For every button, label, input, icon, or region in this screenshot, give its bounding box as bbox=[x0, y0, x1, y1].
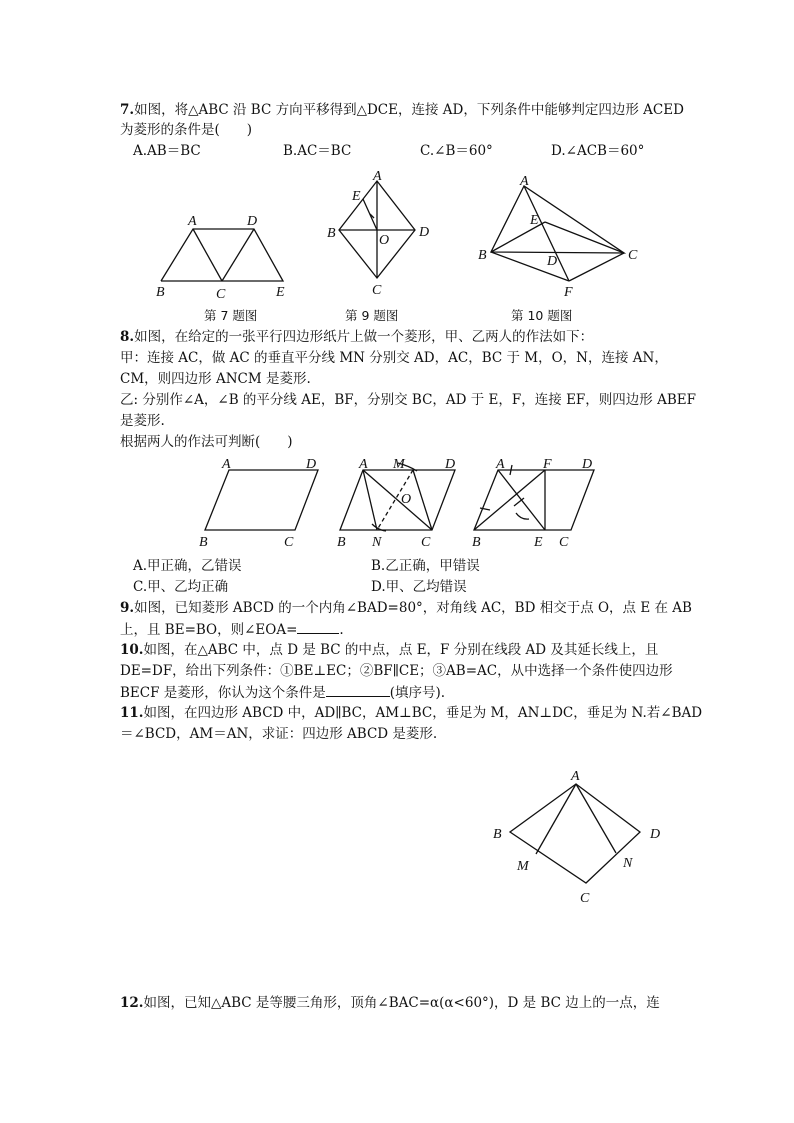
caption-fig9: 第 9 题图 bbox=[345, 308, 399, 323]
q9-text2: 上，且 BE=BO，则∠EOA= bbox=[120, 622, 298, 638]
q10-tail: (填序号). bbox=[389, 685, 446, 701]
fig11-label-m: M bbox=[517, 859, 529, 874]
q11-text: 如图，在四边形 ABCD 中，AD∥BC，AM⊥BC，垂足为 M，AN⊥DC，垂足为 N.若∠BAD bbox=[143, 705, 703, 721]
q10-text: 如图，在△ABC 中，点 D 是 BC 的中点，点 E，F 分别在线段 AD 及其延长线上，且 bbox=[143, 642, 659, 658]
fig8a-label-b: B bbox=[199, 535, 208, 550]
fig8a-label-d: D bbox=[306, 457, 317, 472]
fig8c-label-b: B bbox=[472, 535, 481, 550]
fig11-segment-am bbox=[536, 784, 576, 854]
fig8c-label-c: C bbox=[559, 535, 569, 550]
q7-option-d: D.∠ACB＝60° bbox=[551, 143, 645, 159]
fig8c-label-e: E bbox=[534, 535, 543, 550]
fig7-segment-dc bbox=[222, 229, 254, 281]
fig10-label-a: A bbox=[520, 174, 529, 189]
fig11-label-d: D bbox=[650, 827, 661, 842]
caption-fig10: 第 10 题图 bbox=[511, 308, 573, 323]
fig9-label-a: A bbox=[373, 169, 382, 184]
q8-line3: CM，则四边形 ANCM 是菱形. bbox=[120, 371, 311, 387]
figure-8c bbox=[474, 465, 594, 530]
q8-text: 如图，在给定的一张平行四边形纸片上做一个菱形，甲、乙两人的作法如下： bbox=[134, 329, 594, 345]
q12-number: 12. bbox=[120, 995, 144, 1011]
figure-8a bbox=[205, 470, 318, 530]
fig8c-label-d: D bbox=[582, 457, 593, 472]
fig8c-segment-bf bbox=[474, 470, 545, 530]
q9-number: 9. bbox=[120, 600, 135, 616]
fig7-segment-ac bbox=[193, 229, 222, 281]
q11-line2: ＝∠BCD，AM＝AN，求证：四边形 ABCD 是菱形. bbox=[120, 726, 438, 742]
q10-number: 10. bbox=[120, 642, 144, 658]
q8-line6: 根据两人的作法可判断( ) bbox=[120, 434, 293, 450]
fig7-label-c: C bbox=[216, 287, 226, 302]
fig8b-label-a: A bbox=[359, 457, 368, 472]
q7-text: 如图，将△ABC 沿 BC 方向平移得到△DCE，连接 AD，下列条件中能够判定四边形 ACED bbox=[134, 102, 684, 118]
fig11-label-c: C bbox=[580, 891, 590, 906]
q7-option-a: A.AB＝BC bbox=[133, 143, 201, 159]
fig8a-label-c: C bbox=[284, 535, 294, 550]
fig11-quadrilateral bbox=[510, 784, 640, 883]
fig8a-parallelogram bbox=[205, 470, 318, 530]
q12-text: 如图，已知△ABC 是等腰三角形，顶角∠BAC=α(α<60°)，D 是 BC 边上的一点，连 bbox=[143, 995, 660, 1011]
fig7-label-d: D bbox=[247, 214, 258, 229]
figure-9 bbox=[339, 181, 415, 278]
fig10-line-fc bbox=[569, 253, 624, 281]
fig11-label-b: B bbox=[493, 827, 502, 842]
fig8c-arc bbox=[516, 513, 529, 519]
fig7-label-b: B bbox=[156, 285, 165, 300]
q7-line2: 为菱形的条件是( ) bbox=[120, 122, 253, 138]
fig10-label-c: C bbox=[628, 248, 638, 263]
fig11-label-n: N bbox=[623, 856, 633, 871]
q11-number: 11. bbox=[120, 705, 144, 721]
fig10-label-d: D bbox=[547, 254, 558, 269]
figure-7 bbox=[161, 229, 283, 281]
q8-option-d: D.甲、乙均错误 bbox=[371, 579, 467, 595]
fig10-label-e: E bbox=[530, 213, 539, 228]
q8-option-a: A.甲正确，乙错误 bbox=[133, 558, 242, 574]
fig8b-label-n: N bbox=[372, 535, 382, 550]
q7-option-c: C.∠B＝60° bbox=[420, 143, 493, 159]
q9-text: 如图，已知菱形 ABCD 的一个内角∠BAD=80°，对角线 AC，BD 相交于点 O，点 E 在 AB bbox=[134, 600, 692, 616]
fig8c-label-f: F bbox=[543, 457, 552, 472]
fig8b-label-b: B bbox=[337, 535, 346, 550]
fig7-outline bbox=[161, 229, 283, 281]
fig9-label-c: C bbox=[372, 283, 382, 298]
fig11-label-a: A bbox=[571, 769, 580, 784]
fig8b-segment-an bbox=[363, 470, 377, 530]
q8-option-b: B.乙正确，甲错误 bbox=[371, 558, 480, 574]
fig9-label-e: E bbox=[352, 189, 361, 204]
figure-11 bbox=[510, 784, 640, 883]
figure-10 bbox=[491, 186, 624, 281]
fig10-triangle-abc bbox=[491, 186, 624, 253]
q9-period: . bbox=[339, 622, 344, 638]
q7-option-b: B.AC＝BC bbox=[283, 143, 352, 159]
q8-number: 8. bbox=[120, 329, 135, 345]
fig10-label-b: B bbox=[478, 248, 487, 263]
fig8b-label-c: C bbox=[421, 535, 431, 550]
fig8b-label-d: D bbox=[445, 457, 456, 472]
fig11-segment-an bbox=[576, 784, 616, 853]
q8-option-c: C.甲、乙均正确 bbox=[133, 579, 229, 595]
fig7-label-a: A bbox=[188, 214, 197, 229]
figure-8b bbox=[340, 463, 455, 531]
fig7-label-e: E bbox=[276, 285, 285, 300]
q10-text3: BECF 是菱形，你认为这个条件是 bbox=[120, 685, 326, 701]
fig8b-diagonal-ac bbox=[363, 470, 432, 530]
q10-line2: DE=DF，给出下列条件：①BE⊥EC；②BF∥CE；③AB=AC，从中选择一个条件使四边形 bbox=[120, 663, 673, 679]
q8-line4: 乙: 分别作∠A，∠B 的平分线 AE，BF，分别交 BC，AD 于 E，F，连接 EF，则四边形 ABEF bbox=[120, 392, 696, 408]
fig8b-label-m: M bbox=[393, 457, 405, 472]
fig10-label-f: F bbox=[564, 285, 573, 300]
fig9-label-d: D bbox=[419, 225, 430, 240]
fig8a-label-a: A bbox=[222, 457, 231, 472]
fig8c-label-a: A bbox=[496, 457, 505, 472]
caption-fig7: 第 7 题图 bbox=[204, 308, 258, 323]
fig8b-label-o: O bbox=[401, 492, 412, 507]
fig9-label-o: O bbox=[379, 233, 390, 248]
q8-line2: 甲：连接 AC，做 AC 的垂直平分线 MN 分别交 AD，AC，BC 于 M，O，N，连接 AN， bbox=[120, 350, 668, 366]
q7-number: 7. bbox=[120, 102, 135, 118]
q8-line5: 是菱形. bbox=[120, 413, 165, 429]
fig9-label-b: B bbox=[327, 226, 336, 241]
